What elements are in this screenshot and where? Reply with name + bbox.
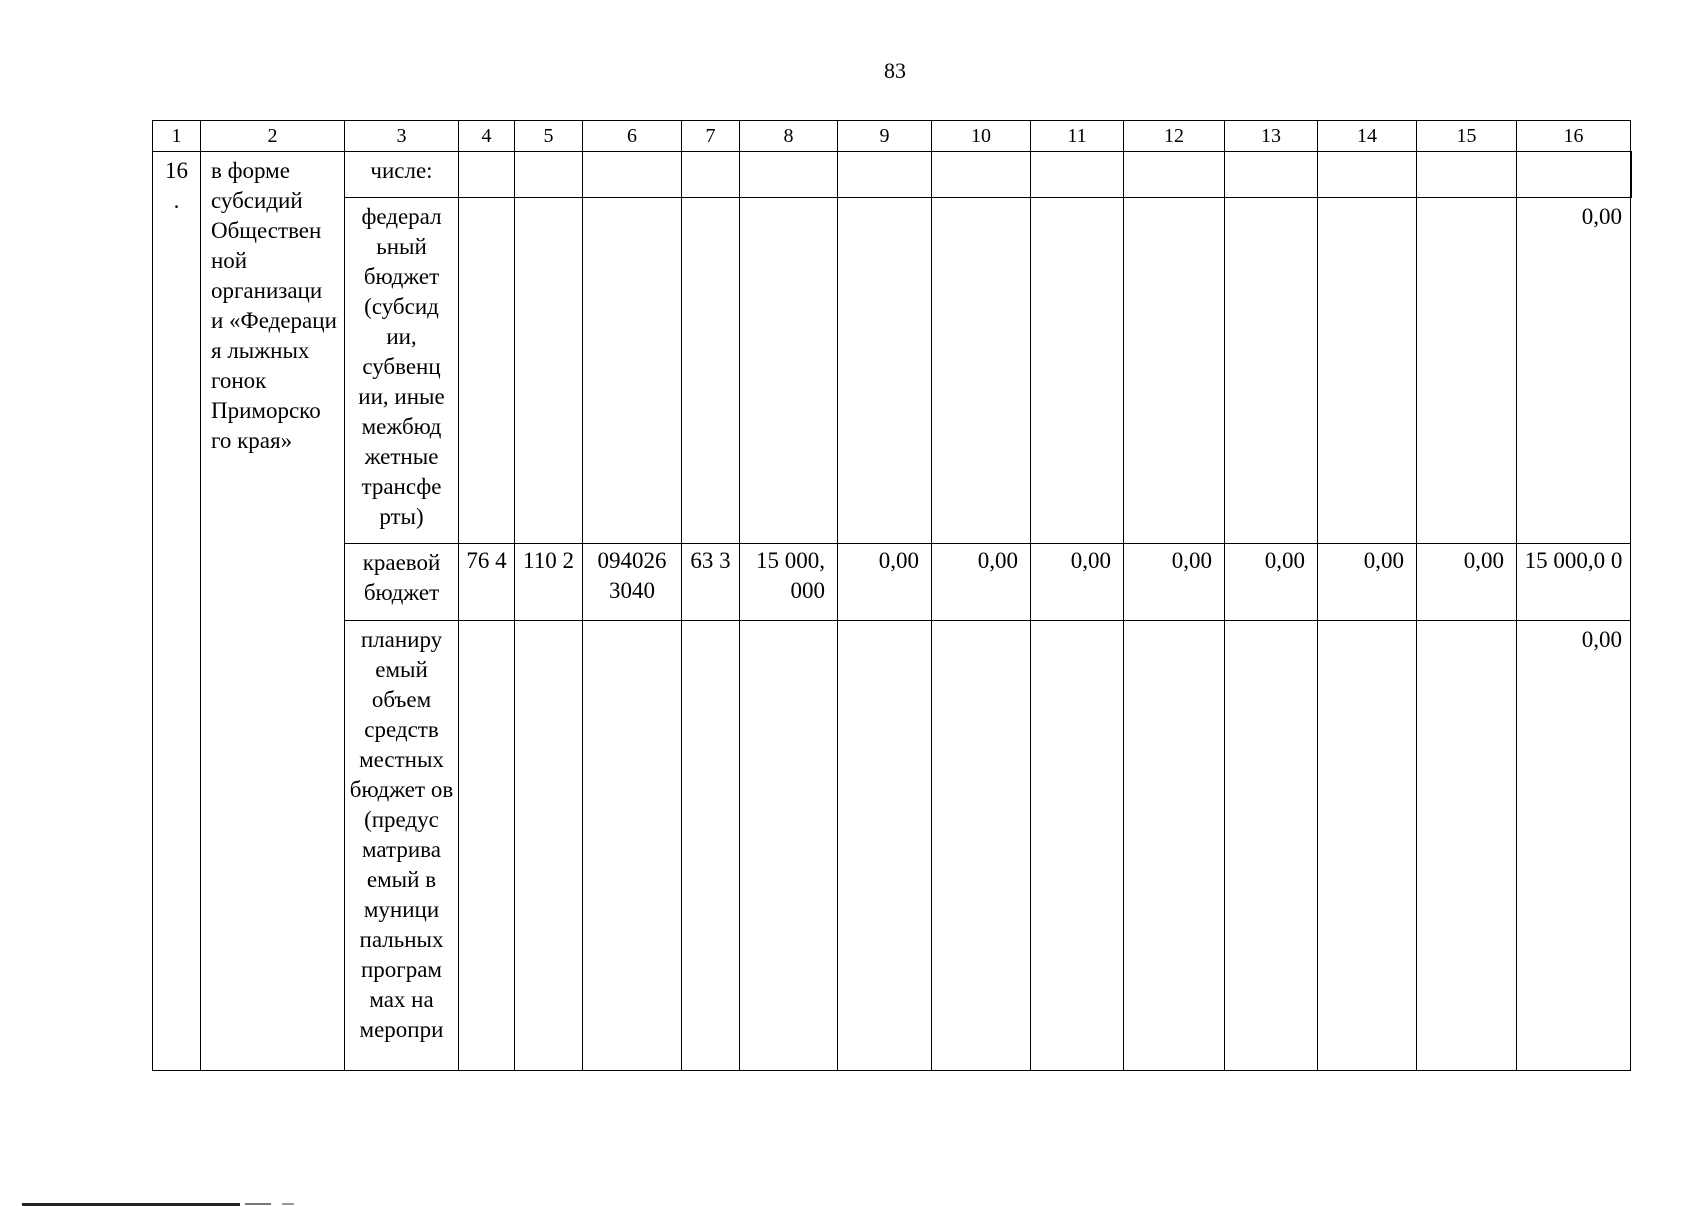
total-cell: 15 000,0 0: [1517, 544, 1631, 621]
total-cell: 0,00: [1517, 198, 1631, 544]
table-cell: [1124, 621, 1225, 1071]
table-row: [153, 152, 1632, 198]
table-cell: 0,00: [1417, 544, 1517, 621]
table-cell: 15 000, 000: [740, 544, 838, 621]
col-header-7: 7: [682, 121, 740, 152]
col-header-1: 1: [153, 121, 201, 152]
table-cell: [1031, 152, 1124, 198]
col-header-8: 8: [740, 121, 838, 152]
table-cell: [838, 198, 932, 544]
table-cell: 0,00: [1225, 544, 1318, 621]
col-header-4: 4: [459, 121, 515, 152]
item-name: в форме субсидий Обществен ной организаци и «Федераци я лыжных гонок Приморско го края»: [201, 152, 345, 1071]
table-cell: 76 4: [459, 544, 515, 621]
page-number: 83: [884, 58, 906, 83]
col-header-2: 2: [201, 121, 345, 152]
table-cell: [1225, 621, 1318, 1071]
table-cell: [1417, 198, 1517, 544]
scan-artifact-line: [245, 1203, 271, 1205]
table-cell: [1225, 152, 1318, 198]
table-cell: [1318, 152, 1417, 198]
table-row: [153, 198, 1632, 544]
col-header-14: 14: [1318, 121, 1417, 152]
col-header-9: 9: [838, 121, 932, 152]
source-label: числе:: [345, 152, 459, 198]
col-header-15: 15: [1417, 121, 1517, 152]
table-cell: [1031, 198, 1124, 544]
table-cell: 0,00: [932, 544, 1031, 621]
table-cell: 0,00: [838, 544, 932, 621]
table-cell: [1517, 152, 1631, 198]
table-cell: [838, 621, 932, 1071]
table-cell: [459, 621, 515, 1071]
col-header-11: 11: [1031, 121, 1124, 152]
col-header-6: 6: [583, 121, 682, 152]
table-cell: [740, 621, 838, 1071]
table-cell: [682, 621, 740, 1071]
source-label: федерал ьный бюджет (субсид ии, субвенц ии, иные межбюд жетные трансфе рты): [345, 198, 459, 544]
table-cell: [682, 198, 740, 544]
table-cell: [1417, 152, 1517, 198]
table-cell: [459, 198, 515, 544]
table-cell: [1124, 198, 1225, 544]
table-cell: [932, 198, 1031, 544]
table-row: [153, 544, 1632, 621]
table-cell: 0,00: [1318, 544, 1417, 621]
table-cell: [1318, 198, 1417, 544]
table-cell: [932, 621, 1031, 1071]
table-cell: [583, 152, 682, 198]
col-header-16: 16: [1517, 121, 1631, 152]
table-cell: 094026 3040: [583, 544, 682, 621]
table-cell: [459, 152, 515, 198]
budget-table: [152, 120, 1632, 1071]
table-cell: [515, 152, 583, 198]
header-row: [153, 121, 1632, 152]
table-cell: [1031, 621, 1124, 1071]
col-header-10: 10: [932, 121, 1031, 152]
table-cell: [1225, 198, 1318, 544]
table-cell: [740, 198, 838, 544]
col-header-5: 5: [515, 121, 583, 152]
table-cell: [1631, 152, 1632, 198]
table-cell: 0,00: [1031, 544, 1124, 621]
table-row: [153, 621, 1632, 1071]
row-number: 16 .: [153, 152, 201, 1071]
table-cell: 63 3: [682, 544, 740, 621]
table-cell: 110 2: [515, 544, 583, 621]
table-cell: [515, 621, 583, 1071]
col-header-3: 3: [345, 121, 459, 152]
table-cell: [1124, 152, 1225, 198]
total-cell: 0,00: [1517, 621, 1631, 1071]
col-header-12: 12: [1124, 121, 1225, 152]
source-label: планиру емый объем средств местных бюджет ов (предус матрива емый в муници пальных програм мах на меропри: [345, 621, 459, 1071]
table-cell: [515, 198, 583, 544]
table-cell: [838, 152, 932, 198]
table-cell: [740, 152, 838, 198]
col-header-13: 13: [1225, 121, 1318, 152]
table-cell: [682, 152, 740, 198]
table-cell: [1318, 621, 1417, 1071]
table-cell: [932, 152, 1031, 198]
table-cell: [583, 621, 682, 1071]
table-cell: [1417, 621, 1517, 1071]
table-cell: [583, 198, 682, 544]
source-label: краевой бюджет: [345, 544, 459, 621]
table-cell: 0,00: [1124, 544, 1225, 621]
scan-artifact-line: [282, 1203, 294, 1205]
